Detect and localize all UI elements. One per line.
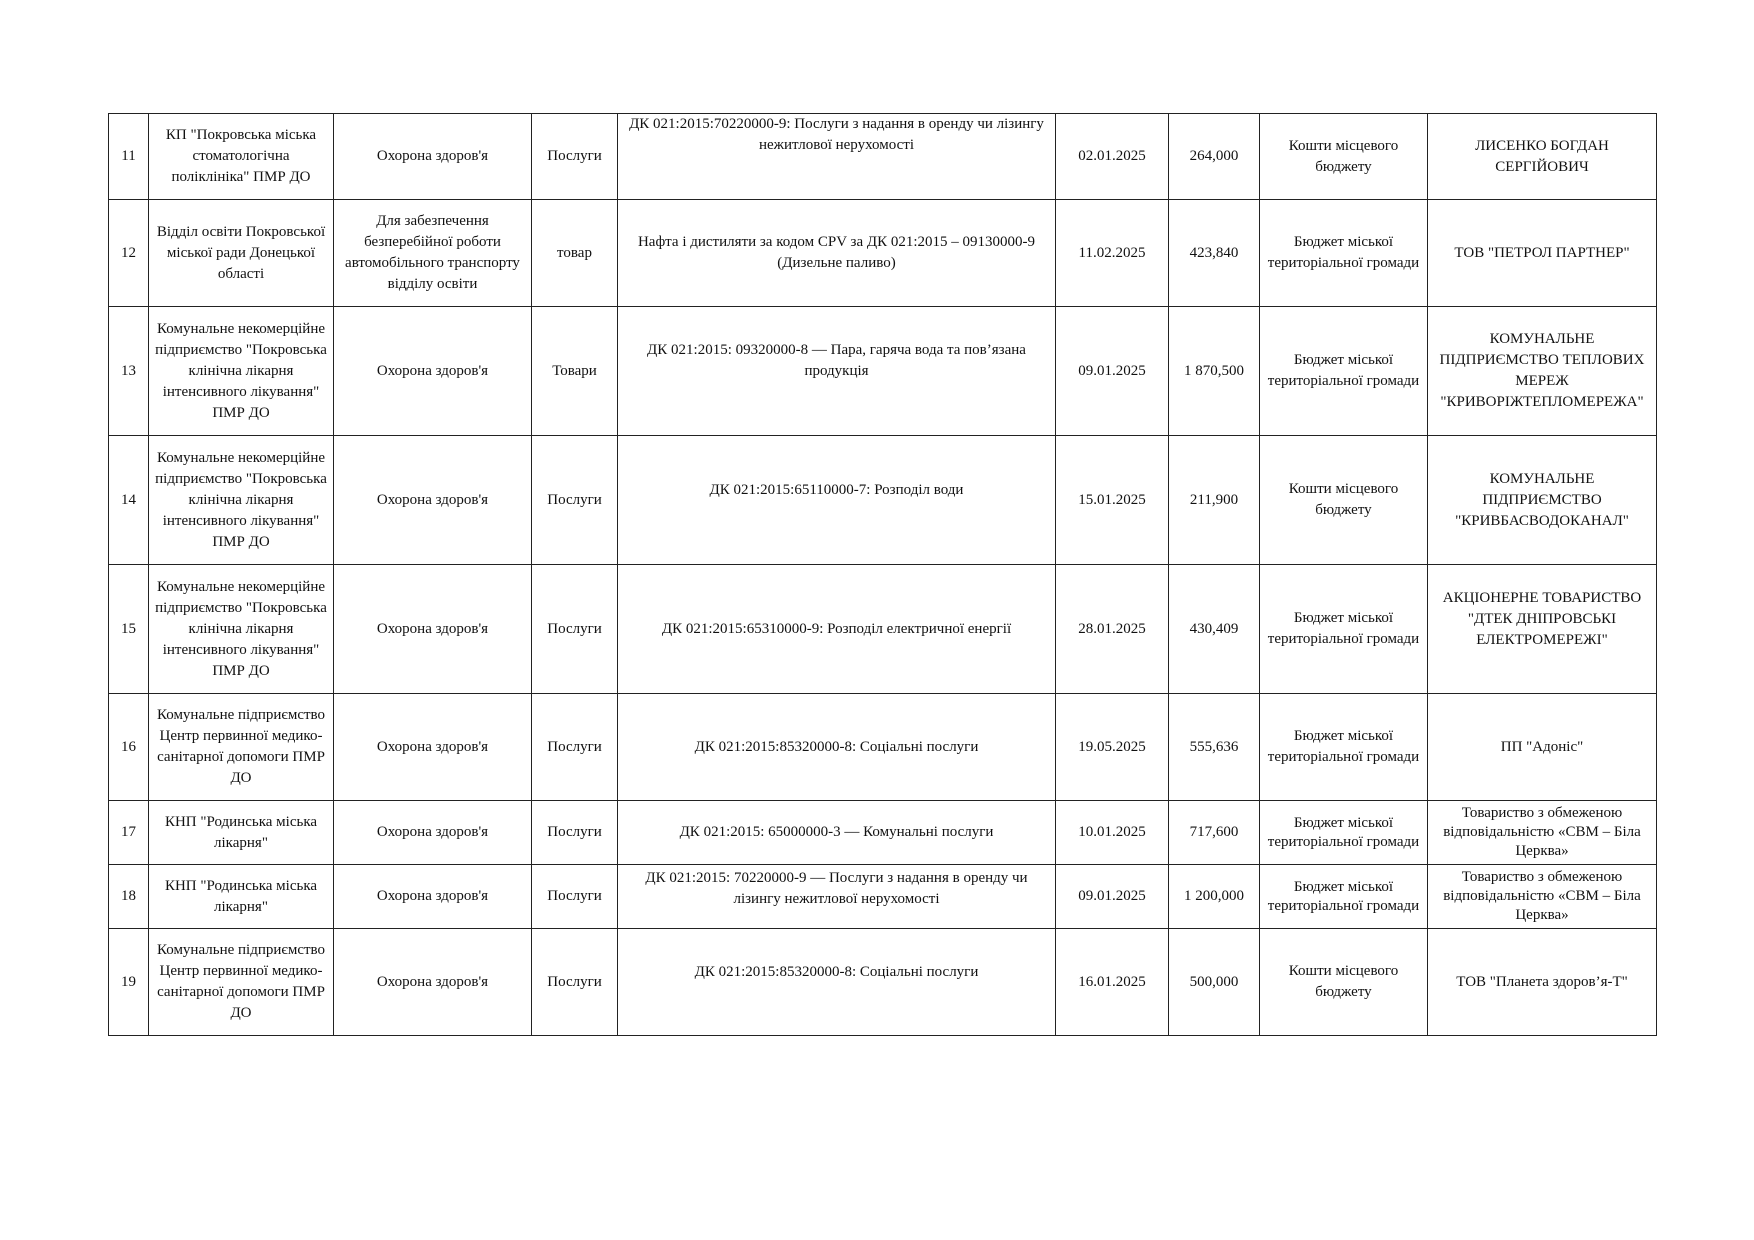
purpose-cell: Для забезпечення безперебійної роботи автомобільного транспорту відділу освіти <box>334 200 532 307</box>
funding-cell: Кошти місцевого бюджету <box>1260 114 1428 200</box>
type-cell: Послуги <box>532 865 618 929</box>
subject-cell: ДК 021:2015:85320000-8: Соціальні послуги <box>618 929 1056 1036</box>
supplier-cell: КОМУНАЛЬНЕ ПІДПРИЄМСТВО "КРИВБАСВОДОКАНАЛ" <box>1428 436 1657 565</box>
type-cell: Послуги <box>532 929 618 1036</box>
subject-cell: ДК 021:2015: 09320000-8 — Пара, гаряча вода та пов’язана продукція <box>618 307 1056 436</box>
funding-cell: Бюджет міської територіальної громади <box>1260 865 1428 929</box>
table-row <box>109 436 1657 565</box>
purpose-cell: Охорона здоров'я <box>334 865 532 929</box>
funding-cell: Кошти місцевого бюджету <box>1260 436 1428 565</box>
table-row <box>109 307 1657 436</box>
customer-cell: Комунальне некомерційне підприємство "Покровська клінічна лікарня інтенсивного лікування" ПМР ДО <box>149 436 334 565</box>
date-cell: 19.05.2025 <box>1056 694 1169 801</box>
table-body <box>109 114 1657 1036</box>
customer-cell: КНП "Родинська міська лікарня" <box>149 865 334 929</box>
table-row <box>109 865 1657 929</box>
date-cell: 16.01.2025 <box>1056 929 1169 1036</box>
type-cell: Послуги <box>532 694 618 801</box>
table-row <box>109 565 1657 694</box>
date-cell: 11.02.2025 <box>1056 200 1169 307</box>
date-cell: 09.01.2025 <box>1056 307 1169 436</box>
amount-cell: 555,636 <box>1169 694 1260 801</box>
type-cell: Товари <box>532 307 618 436</box>
amount-cell: 430,409 <box>1169 565 1260 694</box>
table-row <box>109 929 1657 1036</box>
type-cell: Послуги <box>532 565 618 694</box>
date-cell: 09.01.2025 <box>1056 865 1169 929</box>
row-number: 12 <box>109 200 149 307</box>
supplier-cell: ЛИСЕНКО БОГДАН СЕРГІЙОВИЧ <box>1428 114 1657 200</box>
supplier-cell: Товариство з обмеженою відповідальністю «СВМ – Біла Церква» <box>1428 801 1657 865</box>
date-cell: 10.01.2025 <box>1056 801 1169 865</box>
row-number: 11 <box>109 114 149 200</box>
amount-cell: 211,900 <box>1169 436 1260 565</box>
table-row <box>109 801 1657 865</box>
purpose-cell: Охорона здоров'я <box>334 929 532 1036</box>
subject-cell: Нафта і дистиляти за кодом CPV за ДК 021:2015 – 09130000-9 (Дизельне паливо) <box>618 200 1056 307</box>
subject-cell: ДК 021:2015:70220000-9: Послуги з надання в оренду чи лізингу нежитлової нерухомості <box>618 114 1056 200</box>
funding-cell: Бюджет міської територіальної громади <box>1260 200 1428 307</box>
date-cell: 15.01.2025 <box>1056 436 1169 565</box>
row-number: 19 <box>109 929 149 1036</box>
funding-cell: Бюджет міської територіальної громади <box>1260 307 1428 436</box>
purpose-cell: Охорона здоров'я <box>334 436 532 565</box>
amount-cell: 1 200,000 <box>1169 865 1260 929</box>
purpose-cell: Охорона здоров'я <box>334 565 532 694</box>
row-number: 14 <box>109 436 149 565</box>
funding-cell: Бюджет міської територіальної громади <box>1260 801 1428 865</box>
table-row <box>109 694 1657 801</box>
customer-cell: КП "Покровська міська стоматологічна поліклініка" ПМР ДО <box>149 114 334 200</box>
row-number: 13 <box>109 307 149 436</box>
type-cell: товар <box>532 200 618 307</box>
customer-cell: Комунальне некомерційне підприємство "Покровська клінічна лікарня інтенсивного лікування" ПМР ДО <box>149 565 334 694</box>
amount-cell: 423,840 <box>1169 200 1260 307</box>
type-cell: Послуги <box>532 436 618 565</box>
amount-cell: 717,600 <box>1169 801 1260 865</box>
customer-cell: Комунальне підприємство Центр первинної медико-санітарної допомоги ПМР ДО <box>149 694 334 801</box>
supplier-cell: Товариство з обмеженою відповідальністю «СВМ – Біла Церква» <box>1428 865 1657 929</box>
customer-cell: КНП "Родинська міська лікарня" <box>149 801 334 865</box>
funding-cell: Бюджет міської територіальної громади <box>1260 565 1428 694</box>
customer-cell: Комунальне некомерційне підприємство "Покровська клінічна лікарня інтенсивного лікування" ПМР ДО <box>149 307 334 436</box>
subject-cell: ДК 021:2015: 65000000-3 — Комунальні послуги <box>618 801 1056 865</box>
row-number: 17 <box>109 801 149 865</box>
funding-cell: Бюджет міської територіальної громади <box>1260 694 1428 801</box>
supplier-cell: КОМУНАЛЬНЕ ПІДПРИЄМСТВО ТЕПЛОВИХ МЕРЕЖ "КРИВОРІЖТЕПЛОМЕРЕЖА" <box>1428 307 1657 436</box>
supplier-cell: ТОВ "ПЕТРОЛ ПАРТНЕР" <box>1428 200 1657 307</box>
subject-cell: ДК 021:2015:65110000-7: Розподіл води <box>618 436 1056 565</box>
amount-cell: 264,000 <box>1169 114 1260 200</box>
amount-cell: 500,000 <box>1169 929 1260 1036</box>
procurement-table <box>108 113 1657 1036</box>
date-cell: 02.01.2025 <box>1056 114 1169 200</box>
purpose-cell: Охорона здоров'я <box>334 694 532 801</box>
subject-cell: ДК 021:2015: 70220000-9 — Послуги з надання в оренду чи лізингу нежитлової нерухомості <box>618 865 1056 929</box>
funding-cell: Кошти місцевого бюджету <box>1260 929 1428 1036</box>
purpose-cell: Охорона здоров'я <box>334 801 532 865</box>
customer-cell: Відділ освіти Покровської міської ради Донецької області <box>149 200 334 307</box>
purpose-cell: Охорона здоров'я <box>334 114 532 200</box>
row-number: 18 <box>109 865 149 929</box>
customer-cell: Комунальне підприємство Центр первинної медико-санітарної допомоги ПМР ДО <box>149 929 334 1036</box>
date-cell: 28.01.2025 <box>1056 565 1169 694</box>
subject-cell: ДК 021:2015:85320000-8: Соціальні послуги <box>618 694 1056 801</box>
table-row <box>109 200 1657 307</box>
amount-cell: 1 870,500 <box>1169 307 1260 436</box>
type-cell: Послуги <box>532 114 618 200</box>
row-number: 16 <box>109 694 149 801</box>
table-row <box>109 114 1657 200</box>
supplier-cell: ТОВ "Планета здоров’я-Т" <box>1428 929 1657 1036</box>
supplier-cell: АКЦІОНЕРНЕ ТОВАРИСТВО "ДТЕК ДНІПРОВСЬКІ ЕЛЕКТРОМЕРЕЖІ" <box>1428 565 1657 694</box>
row-number: 15 <box>109 565 149 694</box>
purpose-cell: Охорона здоров'я <box>334 307 532 436</box>
supplier-cell: ПП "Адоніс" <box>1428 694 1657 801</box>
subject-cell: ДК 021:2015:65310000-9: Розподіл електричної енергії <box>618 565 1056 694</box>
type-cell: Послуги <box>532 801 618 865</box>
